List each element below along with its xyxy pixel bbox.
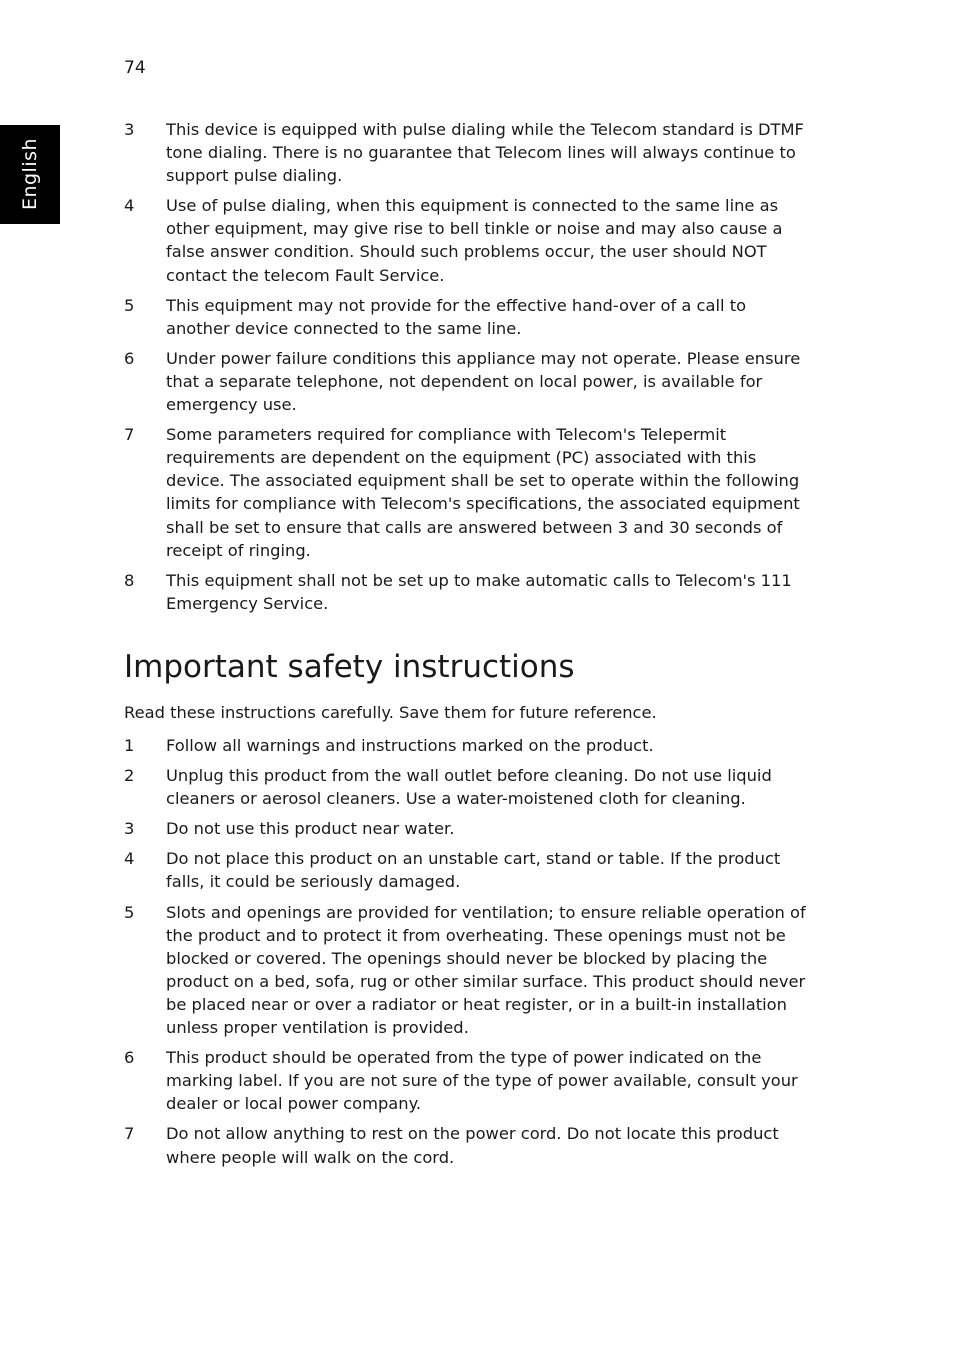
item-text: Do not place this product on an unstable cart, stand or table. If the product falls, it could be seriously damaged.: [166, 849, 781, 892]
list-item: [124, 1122, 814, 1168]
item-number: 3: [124, 819, 135, 839]
list-item: [124, 194, 814, 286]
list-item: [124, 347, 814, 416]
list-item: [124, 294, 814, 340]
item-text: Some parameters required for compliance with Telecom's Telepermit requirements are dependent on the equipment (PC) associated with this device. The associated equipment shall be set to operate within the following limits for compliance with Telecom's specifications, the associated equipment shall be set to ensure that calls are answered between 3 and 30 seconds of receipt of ringing.: [166, 425, 800, 560]
item-text: This equipment may not provide for the effective hand-over of a call to another device connected to the same line.: [166, 295, 747, 338]
item-text: Under power failure conditions this appliance may not operate. Please ensure that a separate telephone, not dependent on local power, is available for emergency use.: [166, 348, 801, 415]
list-item: [124, 847, 814, 893]
item-number: 5: [124, 902, 135, 922]
list-item: [124, 764, 814, 810]
section-title: Important safety instructions: [124, 649, 575, 685]
safety-instructions-list: [124, 734, 814, 1176]
section-intro: Read these instructions carefully. Save them for future reference.: [124, 703, 657, 722]
item-text: Do not use this product near water.: [166, 819, 455, 839]
item-text: This equipment shall not be set up to make automatic calls to Telecom's 111 Emergency Service.: [166, 570, 792, 613]
list-item: [124, 569, 814, 615]
item-text: Follow all warnings and instructions marked on the product.: [166, 736, 654, 755]
item-number: 4: [124, 196, 135, 216]
item-number: 2: [124, 766, 135, 786]
item-number: 3: [124, 120, 135, 139]
item-text: Use of pulse dialing, when this equipment is connected to the same line as other equipment, may give rise to bell tinkle or noise and may also cause a false answer condition. Should such problems occur, the user should NOT contact the telecom Fault Service.: [166, 196, 783, 285]
item-number: 8: [124, 570, 135, 590]
item-text: This device is equipped with pulse dialing while the Telecom standard is DTMF tone dialing. There is no guarantee that Telecom lines will always continue to support pulse dialing.: [166, 120, 804, 186]
language-tab-label: English: [19, 137, 41, 211]
item-number: 6: [124, 348, 135, 368]
item-number: 6: [124, 1048, 135, 1068]
item-number: 5: [124, 295, 135, 315]
list-item: [124, 734, 814, 757]
list-item: [124, 118, 814, 187]
item-text: Unplug this product from the wall outlet before cleaning. Do not use liquid cleaners or aerosol cleaners. Use a water-moistened cloth for cleaning.: [166, 766, 772, 809]
item-text: This product should be operated from the type of power indicated on the marking label. If you are not sure of the type of power available, consult your dealer or local power company.: [166, 1048, 798, 1114]
list-item: [124, 817, 814, 840]
language-tab: [0, 125, 60, 224]
item-number: 7: [124, 425, 135, 445]
list-item: [124, 901, 814, 1040]
item-number: 1: [124, 736, 135, 755]
page-number: 74: [124, 58, 146, 78]
list-item: [124, 423, 814, 562]
telecom-requirements-list: [124, 118, 814, 622]
item-text: Do not allow anything to rest on the power cord. Do not locate this product where people will walk on the cord.: [166, 1124, 779, 1167]
list-item: [124, 1046, 814, 1115]
item-text: Slots and openings are provided for ventilation; to ensure reliable operation of the product and to protect it from overheating. These openings must not be blocked or covered. The openings should never be blocked by placing the product on a bed, sofa, rug or other similar surface. This product should never be placed near or over a radiator or heat register, or in a built-in installation unless proper ventilation is provided.: [166, 902, 806, 1038]
item-number: 7: [124, 1124, 135, 1144]
item-number: 4: [124, 849, 135, 869]
